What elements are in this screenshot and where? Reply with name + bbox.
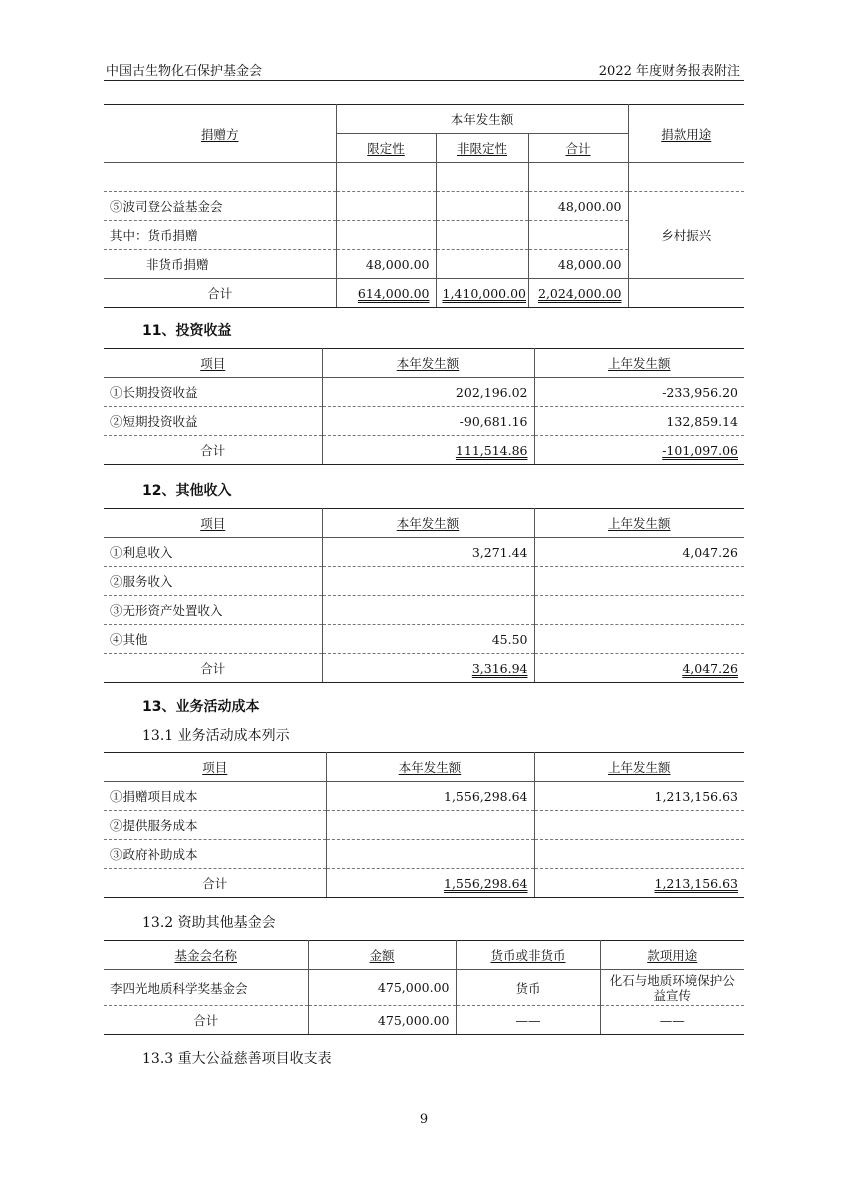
table-row: 非货币捐赠 48,000.00 48,000.00 [104, 250, 744, 279]
section-12-title: 12、其他收入 [142, 483, 232, 499]
donor-cell: 非货币捐赠 [104, 250, 336, 279]
total-row: 合计 1,556,298.64 1,213,156.63 [104, 869, 744, 898]
purpose-cell: 乡村振兴 [628, 192, 744, 279]
total-row: 合计 111,514.86 -101,097.06 [104, 436, 744, 465]
other-income-table: 项目 本年发生额 上年发生额 ①利息收入 3,271.44 4,047.26 ②服务收入 ③无形资产处置收入 ④其他 45.50 合计 3,316.94 4,047.26 [104, 508, 744, 683]
header-report-title: 2022 年度财务报表附注 [598, 64, 740, 79]
page-number: 9 [419, 1112, 429, 1127]
table-row: ②提供服务成本 [104, 811, 744, 840]
table-row: ②短期投资收益 -90,681.16 132,859.14 [104, 407, 744, 436]
amount-group-header: 本年发生额 [336, 105, 628, 134]
table-row: ①利息收入 3,271.44 4,047.26 [104, 538, 744, 567]
table-row: ①长期投资收益 202,196.02 -233,956.20 [104, 378, 744, 407]
donor-cell: 其中：货币捐赠 [104, 221, 336, 250]
fund-grant-table: 基金会名称 金额 货币或非货币 款项用途 李四光地质科学奖基金会 475,000.00 货币 化石与地质环境保护公益宣传 合计 475,000.00 —— —— [104, 940, 744, 1035]
investment-income-table: 项目 本年发生额 上年发生额 ①长期投资收益 202,196.02 -233,956.20 ②短期投资收益 -90,681.16 132,859.14 合计 111,514.86 -101,097.06 [104, 348, 744, 465]
header-rule [104, 80, 744, 81]
total-row: 合计 475,000.00 —— —— [104, 1006, 744, 1035]
section-13-1-title: 13.1 业务活动成本列示 [142, 728, 290, 744]
table-row: 李四光地质科学奖基金会 475,000.00 货币 化石与地质环境保护公益宣传 [104, 970, 744, 1006]
section-11-title: 11、投资收益 [142, 323, 232, 339]
donor-cell: ⑤波司登公益基金会 [104, 192, 336, 221]
table-row: ④其他 45.50 [104, 625, 744, 654]
donor-header: 捐赠方 [104, 105, 336, 163]
section-13-3-title: 13.3 重大公益慈善项目收支表 [142, 1051, 332, 1067]
table-row: ③政府补助成本 [104, 840, 744, 869]
section-13-2-title: 13.2 资助其他基金会 [142, 915, 276, 931]
section-13-title: 13、业务活动成本 [142, 699, 260, 715]
activity-cost-table: 项目 本年发生额 上年发生额 ①捐赠项目成本 1,556,298.64 1,213,156.63 ②提供服务成本 ③政府补助成本 合计 1,556,298.64 1,213,156.63 [104, 752, 744, 898]
table-row: ②服务收入 [104, 567, 744, 596]
table-row-empty [104, 163, 336, 192]
header-org-name: 中国古生物化石保护基金会 [106, 64, 263, 79]
table-row: ①捐赠项目成本 1,556,298.64 1,213,156.63 [104, 782, 744, 811]
total-row: 合计 614,000.00 1,410,000.00 2,024,000.00 [104, 279, 744, 308]
total-header: 合计 [528, 134, 628, 163]
purpose-header: 捐款用途 [628, 105, 744, 163]
total-row: 合计 3,316.94 4,047.26 [104, 654, 744, 683]
unrestricted-header: 非限定性 [436, 134, 528, 163]
donations-table [104, 104, 744, 308]
table-row: ③无形资产处置收入 [104, 596, 744, 625]
restricted-header: 限定性 [336, 134, 436, 163]
table-row: ⑤波司登公益基金会 48,000.00 乡村振兴 [104, 192, 744, 221]
